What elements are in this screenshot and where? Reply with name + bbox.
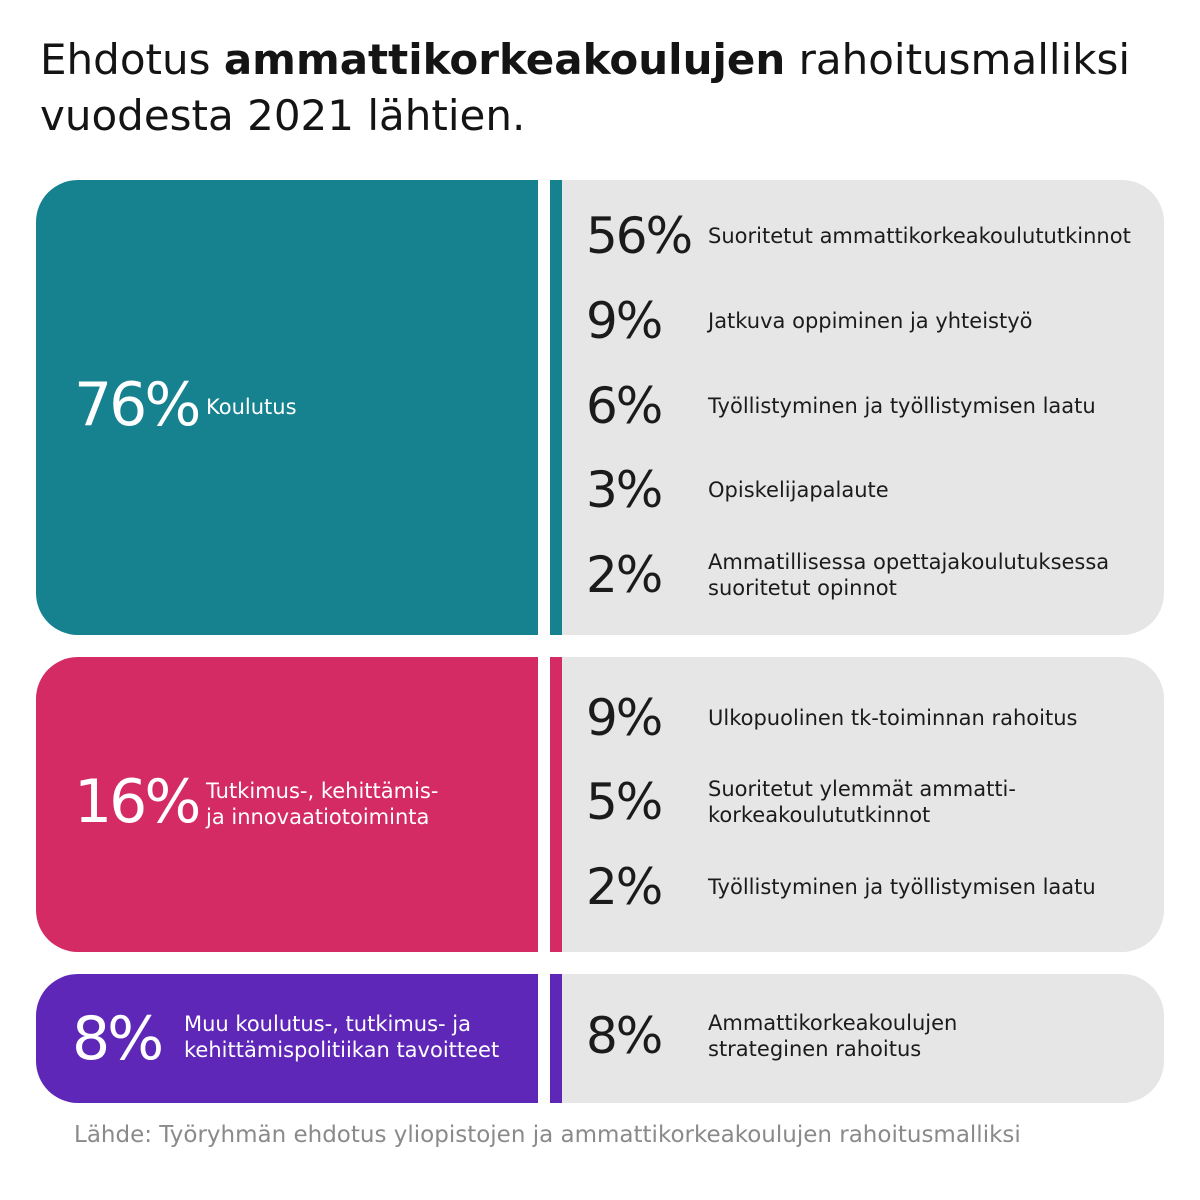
title-text: Ehdotus	[40, 35, 224, 84]
category-block	[36, 180, 1164, 635]
breakdown-percent: 56%	[586, 207, 692, 265]
category-panel	[36, 974, 538, 1103]
category-stripe	[550, 657, 562, 952]
category-percent: 16%	[74, 767, 199, 837]
breakdown-item	[586, 857, 1144, 917]
breakdown-percent: 6%	[586, 377, 662, 435]
category-breakdown	[562, 180, 1164, 635]
breakdown-label: Ulkopuolinen tk-toiminnan rahoitus	[708, 706, 1078, 730]
category-label: Tutkimus-, kehittämis- ja innovaatiotoiminta	[206, 779, 439, 829]
category-percent: 76%	[74, 370, 199, 440]
category-block	[36, 974, 1164, 1103]
breakdown-percent: 8%	[586, 1007, 662, 1065]
breakdown-item	[586, 291, 1144, 351]
category-panel	[36, 180, 538, 635]
breakdown-percent: 2%	[586, 546, 662, 604]
breakdown-item	[586, 688, 1144, 748]
source-note: Lähde: Työryhmän ehdotus yliopistojen ja ammattikorkeakoulujen rahoitusmalliksi	[74, 1122, 1021, 1148]
breakdown-label: Työllistyminen ja työllistymisen laatu	[708, 394, 1096, 418]
category-stripe	[550, 974, 562, 1103]
breakdown-label: Jatkuva oppiminen ja yhteistyö	[708, 309, 1033, 333]
breakdown-item	[586, 206, 1144, 266]
breakdown-item	[586, 545, 1144, 605]
breakdown-item	[586, 460, 1144, 520]
breakdown-item	[586, 376, 1144, 436]
breakdown-percent: 9%	[586, 689, 662, 747]
breakdown-label: Suoritetut ylemmät ammatti- korkeakoulututkinnot	[708, 777, 1016, 827]
title-text-end: rahoitusmalliksi vuodesta 2021 lähtien.	[40, 35, 1131, 140]
category-label: Koulutus	[206, 395, 297, 419]
title-bold-text: ammattikorkeakoulujen	[223, 35, 786, 84]
category-label: Muu koulutus-, tutkimus- ja kehittämispolitiikan tavoitteet	[184, 1012, 500, 1062]
breakdown-label: Työllistyminen ja työllistymisen laatu	[708, 875, 1096, 899]
category-breakdown	[562, 657, 1164, 952]
breakdown-label: Opiskelijapalaute	[708, 478, 889, 502]
category-panel	[36, 657, 538, 952]
breakdown-label: Ammatillisessa opettajakoulutuksessa suoritetut opinnot	[708, 550, 1110, 600]
category-stripe	[550, 180, 562, 635]
category-block	[36, 657, 1164, 952]
breakdown-label: Suoritetut ammattikorkeakoulututkinnot	[708, 224, 1131, 248]
breakdown-percent: 2%	[586, 858, 662, 916]
breakdown-item	[586, 772, 1144, 832]
page-title	[40, 32, 1160, 144]
breakdown-percent: 5%	[586, 773, 662, 831]
category-percent: 8%	[72, 1004, 162, 1074]
breakdown-item	[586, 1006, 1144, 1066]
breakdown-percent: 9%	[586, 292, 662, 350]
breakdown-percent: 3%	[586, 461, 662, 519]
category-breakdown	[562, 974, 1164, 1103]
breakdown-label: Ammattikorkeakoulujen strateginen rahoitus	[708, 1011, 958, 1061]
